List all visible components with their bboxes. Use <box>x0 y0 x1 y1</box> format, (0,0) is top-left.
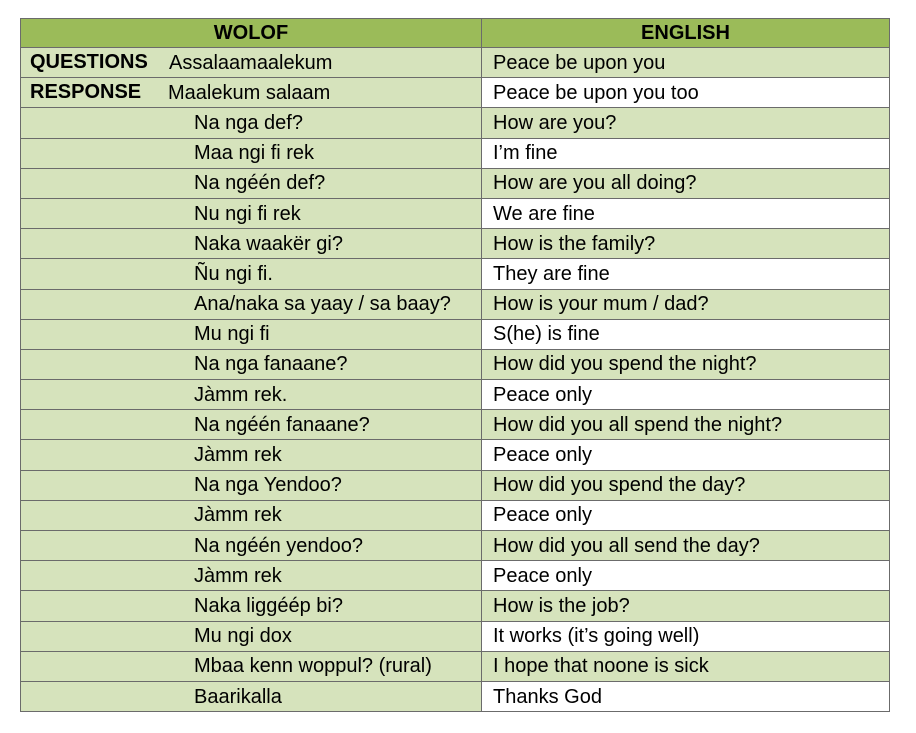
table-row <box>21 319 890 349</box>
english-cell: How did you spend the night? <box>482 349 890 379</box>
table-row <box>21 259 890 289</box>
wolof-phrase: Maalekum salaam <box>168 82 331 105</box>
wolof-english-phrase-table <box>20 18 890 712</box>
table-row <box>21 108 890 138</box>
english-cell: How is the family? <box>482 229 890 259</box>
english-cell: They are fine <box>482 259 890 289</box>
table-row <box>21 78 890 108</box>
english-cell: Peace only <box>482 380 890 410</box>
table-row <box>21 168 890 198</box>
wolof-phrase: Assalaamaalekum <box>169 52 333 74</box>
wolof-cell <box>21 48 482 78</box>
english-cell: S(he) is fine <box>482 319 890 349</box>
table-row <box>21 410 890 440</box>
wolof-cell: Mu ngi fi <box>21 319 482 349</box>
english-cell: How did you spend the day? <box>482 470 890 500</box>
table-header-row <box>21 19 890 48</box>
wolof-cell <box>21 78 482 108</box>
table-row <box>21 198 890 228</box>
english-cell: Peace only <box>482 440 890 470</box>
table-row <box>21 651 890 681</box>
wolof-cell: Na nga fanaane? <box>21 349 482 379</box>
wolof-cell: Jàmm rek. <box>21 380 482 410</box>
table-row <box>21 561 890 591</box>
wolof-cell: Mbaa kenn woppul? (rural) <box>21 651 482 681</box>
english-cell: Peace be upon you <box>482 48 890 78</box>
table-row <box>21 380 890 410</box>
table-row <box>21 48 890 78</box>
wolof-cell: Jàmm rek <box>21 500 482 530</box>
wolof-cell: Ñu ngi fi. <box>21 259 482 289</box>
wolof-cell: Na ngéén def? <box>21 168 482 198</box>
english-cell: How did you all spend the night? <box>482 410 890 440</box>
english-cell: Peace only <box>482 500 890 530</box>
wolof-cell: Baarikalla <box>21 681 482 711</box>
table-row <box>21 440 890 470</box>
wolof-cell: Na ngéén yendoo? <box>21 531 482 561</box>
table-row <box>21 681 890 711</box>
table-row <box>21 500 890 530</box>
table-row <box>21 621 890 651</box>
table-row <box>21 138 890 168</box>
table-row <box>21 531 890 561</box>
wolof-cell: Na nga Yendoo? <box>21 470 482 500</box>
english-cell: We are fine <box>482 198 890 228</box>
english-cell: I’m fine <box>482 138 890 168</box>
wolof-cell: Mu ngi dox <box>21 621 482 651</box>
table-row <box>21 229 890 259</box>
english-cell: How is your mum / dad? <box>482 289 890 319</box>
wolof-cell: Na nga def? <box>21 108 482 138</box>
english-cell: I hope that noone is sick <box>482 651 890 681</box>
wolof-cell: Nu ngi fi rek <box>21 198 482 228</box>
wolof-cell: Naka liggéép bi? <box>21 591 482 621</box>
questions-label: QUESTIONS <box>30 51 148 73</box>
wolof-cell: Jàmm rek <box>21 561 482 591</box>
wolof-cell: Ana/naka sa yaay / sa baay? <box>21 289 482 319</box>
wolof-cell: Na ngéén fanaane? <box>21 410 482 440</box>
table-row <box>21 349 890 379</box>
table-row <box>21 591 890 621</box>
table-row <box>21 470 890 500</box>
wolof-cell: Jàmm rek <box>21 440 482 470</box>
english-cell: Peace only <box>482 561 890 591</box>
wolof-cell: Naka waakër gi? <box>21 229 482 259</box>
english-cell: How are you? <box>482 108 890 138</box>
table-row <box>21 289 890 319</box>
english-cell: Thanks God <box>482 681 890 711</box>
english-cell: How did you all send the day? <box>482 531 890 561</box>
english-cell: How is the job? <box>482 591 890 621</box>
english-cell: Peace be upon you too <box>482 78 890 108</box>
english-cell: It works (it’s going well) <box>482 621 890 651</box>
response-label: RESPONSE <box>30 81 142 104</box>
header-wolof: WOLOF <box>21 19 482 48</box>
english-cell: How are you all doing? <box>482 168 890 198</box>
wolof-cell: Maa ngi fi rek <box>21 138 482 168</box>
header-english: ENGLISH <box>482 19 890 48</box>
